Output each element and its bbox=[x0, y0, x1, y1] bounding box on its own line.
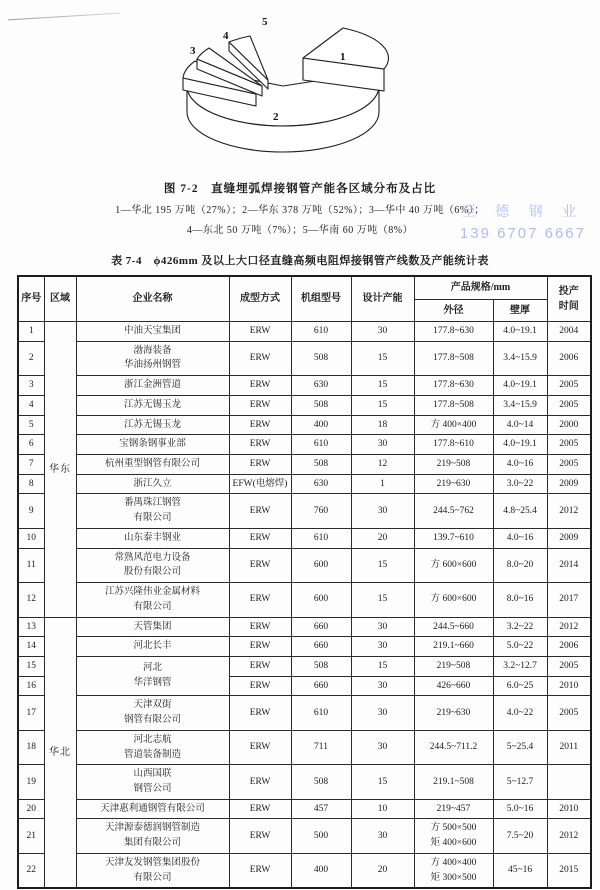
table-row bbox=[18, 455, 591, 475]
cell-company: 山东泰丰钢业 bbox=[76, 528, 229, 548]
figure-area bbox=[0, 0, 600, 236]
cell-forming: ERW bbox=[229, 730, 291, 764]
cell-forming: ERW bbox=[229, 528, 291, 548]
pie-slice-label: 3 bbox=[190, 45, 196, 57]
table-row bbox=[18, 395, 591, 415]
cell-od: 219~630 bbox=[414, 474, 493, 494]
cell-serial: 1 bbox=[18, 322, 44, 342]
cell-forming: ERW bbox=[229, 415, 291, 435]
pie-chart bbox=[0, 12, 600, 178]
table-row bbox=[18, 415, 591, 435]
cell-year: 2005 bbox=[547, 455, 591, 475]
table-row bbox=[18, 376, 591, 396]
cell-od: 方 600×600 bbox=[414, 583, 493, 617]
cell-company: 天津双街 钢管有限公司 bbox=[76, 696, 229, 730]
cell-model: 600 bbox=[291, 548, 351, 582]
cell-serial: 2 bbox=[18, 341, 44, 375]
cell-forming: ERW bbox=[229, 799, 291, 819]
cell-year: 2005 bbox=[547, 395, 591, 415]
cell-wall: 4.0~19.1 bbox=[493, 322, 547, 342]
table-row bbox=[18, 819, 591, 853]
watermark-phone: 139 6707 6667 bbox=[459, 225, 586, 243]
col-header-forming: 成型方式 bbox=[229, 276, 291, 322]
cell-year: 2009 bbox=[547, 528, 591, 548]
cell-serial: 20 bbox=[18, 799, 44, 819]
col-header-serial: 序号 bbox=[18, 276, 44, 322]
cell-od: 244.5~762 bbox=[414, 494, 493, 528]
cell-model: 508 bbox=[291, 765, 351, 799]
cell-serial: 6 bbox=[18, 435, 44, 455]
cell-capacity: 30 bbox=[351, 322, 414, 342]
cell-wall: 3.4~15.9 bbox=[493, 395, 547, 415]
cell-capacity: 15 bbox=[351, 548, 414, 582]
cell-forming: ERW bbox=[229, 583, 291, 617]
table-row bbox=[18, 696, 591, 730]
cell-year: 2012 bbox=[547, 617, 591, 637]
table-row bbox=[18, 494, 591, 528]
cell-od: 426~660 bbox=[414, 676, 493, 696]
cell-capacity: 30 bbox=[351, 617, 414, 637]
cell-year: 2015 bbox=[547, 853, 591, 888]
cell-company: 河北长丰 bbox=[76, 637, 229, 657]
cell-capacity: 15 bbox=[351, 656, 414, 676]
cell-wall: 8.0~16 bbox=[493, 583, 547, 617]
cell-company: 番禺珠江钢管 有限公司 bbox=[76, 494, 229, 528]
cell-serial: 18 bbox=[18, 730, 44, 764]
cell-capacity: 30 bbox=[351, 730, 414, 764]
cell-capacity: 15 bbox=[351, 395, 414, 415]
cell-year: 2011 bbox=[547, 730, 591, 764]
col-header-model: 机组型号 bbox=[291, 276, 351, 322]
cell-capacity: 20 bbox=[351, 528, 414, 548]
cell-year: 2005 bbox=[547, 376, 591, 396]
cell-region: 华北 bbox=[44, 617, 76, 888]
cell-year: 2006 bbox=[547, 341, 591, 375]
cell-year: 2017 bbox=[547, 583, 591, 617]
cell-forming: ERW bbox=[229, 494, 291, 528]
col-header-od: 外径 bbox=[414, 299, 493, 322]
cell-model: 660 bbox=[291, 676, 351, 696]
col-header-year-line1: 投产 bbox=[558, 285, 579, 297]
cell-wall: 5.0~16 bbox=[493, 799, 547, 819]
cell-company: 浙江金洲管道 bbox=[76, 376, 229, 396]
cell-serial: 8 bbox=[18, 474, 44, 494]
cell-company: 江苏兴隆伟业金属材料 有限公司 bbox=[76, 583, 229, 617]
cell-company: 河北 华洋钢管 bbox=[76, 656, 229, 695]
cell-capacity: 18 bbox=[351, 415, 414, 435]
table-row bbox=[18, 656, 591, 676]
pie-slice-label: 4 bbox=[223, 30, 229, 42]
cell-od: 177.8~508 bbox=[414, 341, 493, 375]
cell-od: 177.8~630 bbox=[414, 376, 493, 396]
cell-year: 2010 bbox=[547, 676, 591, 696]
cell-capacity: 15 bbox=[351, 376, 414, 396]
cell-od: 219.1~508 bbox=[414, 765, 493, 799]
cell-serial: 21 bbox=[18, 819, 44, 853]
cell-wall: 3.2~12.7 bbox=[493, 656, 547, 676]
cell-company: 江苏无锡玉龙 bbox=[76, 395, 229, 415]
cell-company: 河北志航 管道装备制造 bbox=[76, 730, 229, 764]
cell-forming: ERW bbox=[229, 676, 291, 696]
table-header bbox=[18, 276, 591, 322]
cell-forming: ERW bbox=[229, 637, 291, 657]
col-header-spec: 产品规格/mm bbox=[414, 276, 547, 299]
cell-od: 244.5~711.2 bbox=[414, 730, 493, 764]
cell-serial: 3 bbox=[18, 376, 44, 396]
cell-serial: 17 bbox=[18, 696, 44, 730]
cell-company: 中油天宝集团 bbox=[76, 322, 229, 342]
cell-wall: 3.4~15.9 bbox=[493, 341, 547, 375]
cell-model: 660 bbox=[291, 637, 351, 657]
cell-company: 浙江久立 bbox=[76, 474, 229, 494]
cell-year: 2005 bbox=[547, 656, 591, 676]
table-row bbox=[18, 765, 591, 799]
cell-model: 508 bbox=[291, 656, 351, 676]
cell-wall: 8.0~20 bbox=[493, 548, 547, 582]
cell-wall: 4.0~19.1 bbox=[493, 435, 547, 455]
cell-company: 天津友发钢管集团股份 有限公司 bbox=[76, 853, 229, 888]
cell-serial: 11 bbox=[18, 548, 44, 582]
cell-model: 760 bbox=[291, 494, 351, 528]
cell-model: 508 bbox=[291, 395, 351, 415]
cell-capacity: 12 bbox=[351, 455, 414, 475]
cell-serial: 15 bbox=[18, 656, 44, 676]
cell-od: 方 600×600 bbox=[414, 548, 493, 582]
cell-serial: 19 bbox=[18, 765, 44, 799]
cell-od: 219~508 bbox=[414, 656, 493, 676]
cell-serial: 13 bbox=[18, 617, 44, 637]
cell-region: 华东 bbox=[44, 322, 76, 618]
cell-year: 2009 bbox=[547, 474, 591, 494]
cell-forming: ERW bbox=[229, 853, 291, 888]
cell-year: 2005 bbox=[547, 435, 591, 455]
table-row bbox=[18, 730, 591, 764]
cell-year: 2012 bbox=[547, 494, 591, 528]
cell-forming: ERW bbox=[229, 617, 291, 637]
cell-serial: 16 bbox=[18, 676, 44, 696]
cell-forming: ERW bbox=[229, 435, 291, 455]
cell-serial: 14 bbox=[18, 637, 44, 657]
cell-wall: 4.0~14 bbox=[493, 415, 547, 435]
cell-capacity: 30 bbox=[351, 494, 414, 528]
cell-company: 天津源泰德润钢管制造 集团有限公司 bbox=[76, 819, 229, 853]
cell-serial: 7 bbox=[18, 455, 44, 475]
table-row bbox=[18, 637, 591, 657]
cell-company: 天津惠利通钢管有限公司 bbox=[76, 799, 229, 819]
cell-year: 2006 bbox=[547, 637, 591, 657]
cell-wall: 7.5~20 bbox=[493, 819, 547, 853]
cell-year: 2005 bbox=[547, 696, 591, 730]
cell-company: 杭州重型钢管有限公司 bbox=[76, 455, 229, 475]
cell-od: 方 400×400 bbox=[414, 415, 493, 435]
cell-forming: ERW bbox=[229, 395, 291, 415]
cell-od: 方 400×400 矩 300×500 bbox=[414, 853, 493, 888]
cell-od: 244.5~660 bbox=[414, 617, 493, 637]
cell-year bbox=[547, 765, 591, 799]
cell-serial: 22 bbox=[18, 853, 44, 888]
cell-od: 177.8~508 bbox=[414, 395, 493, 415]
cell-company: 常熟风范电力设备 股份有限公司 bbox=[76, 548, 229, 582]
cell-wall: 4.8~25.4 bbox=[493, 494, 547, 528]
cell-wall: 3.0~22 bbox=[493, 474, 547, 494]
capacity-table bbox=[17, 275, 592, 889]
table-row bbox=[18, 474, 591, 494]
cell-year: 2014 bbox=[547, 548, 591, 582]
table-row bbox=[18, 548, 591, 582]
cell-od: 219~630 bbox=[414, 696, 493, 730]
cell-wall: 4.0~16 bbox=[493, 455, 547, 475]
table-row bbox=[18, 853, 591, 888]
cell-forming: ERW bbox=[229, 548, 291, 582]
table-body bbox=[18, 322, 591, 889]
cell-od: 219.1~660 bbox=[414, 637, 493, 657]
cell-forming: EFW(电熔焊) bbox=[229, 474, 291, 494]
cell-model: 400 bbox=[291, 853, 351, 888]
cell-model: 508 bbox=[291, 455, 351, 475]
cell-od: 219~457 bbox=[414, 799, 493, 819]
cell-forming: ERW bbox=[229, 341, 291, 375]
figure-legend-line2: 4—东北 50 万吨（7%）；5—华南 60 万吨（8%） bbox=[186, 225, 414, 236]
table-title: 表 7-4 ϕ426mm 及以上大口径直缝高频电阻焊接钢管产线数及产能统计表 bbox=[111, 255, 489, 267]
cell-year: 2004 bbox=[547, 322, 591, 342]
cell-capacity: 30 bbox=[351, 435, 414, 455]
cell-serial: 10 bbox=[18, 528, 44, 548]
table-row bbox=[18, 583, 591, 617]
cell-forming: ERW bbox=[229, 765, 291, 799]
col-header-year-line2: 时间 bbox=[558, 301, 579, 312]
cell-model: 630 bbox=[291, 376, 351, 396]
watermark-company: 至 德 钢 业 bbox=[461, 205, 585, 220]
cell-model: 400 bbox=[291, 415, 351, 435]
pie-slice-label: 5 bbox=[262, 16, 268, 28]
table-row bbox=[18, 799, 591, 819]
cell-wall: 45~16 bbox=[493, 853, 547, 888]
cell-serial: 5 bbox=[18, 415, 44, 435]
cell-capacity: 15 bbox=[351, 583, 414, 617]
cell-forming: ERW bbox=[229, 376, 291, 396]
cell-od: 177.8~630 bbox=[414, 322, 493, 342]
cell-forming: ERW bbox=[229, 819, 291, 853]
cell-wall: 3.2~22 bbox=[493, 617, 547, 637]
cell-year: 2010 bbox=[547, 799, 591, 819]
pie-slice-label: 1 bbox=[340, 51, 346, 63]
table-row bbox=[18, 435, 591, 455]
cell-company: 宝钢条钢事业部 bbox=[76, 435, 229, 455]
cell-year: 2012 bbox=[547, 819, 591, 853]
cell-wall: 4.0~22 bbox=[493, 696, 547, 730]
cell-model: 610 bbox=[291, 322, 351, 342]
col-header-year bbox=[547, 276, 591, 322]
cell-company: 江苏无锡玉龙 bbox=[76, 415, 229, 435]
figure-legend-line1: 1—华北 195 万吨（27%）；2—华东 378 万吨（52%）；3—华中 40 万吨（6%）； bbox=[115, 205, 485, 216]
cell-forming: ERW bbox=[229, 322, 291, 342]
cell-od: 139.7~610 bbox=[414, 528, 493, 548]
cell-capacity: 10 bbox=[351, 799, 414, 819]
col-header-capacity: 设计产能 bbox=[351, 276, 414, 322]
cell-serial: 4 bbox=[18, 395, 44, 415]
cell-wall: 4.0~16 bbox=[493, 528, 547, 548]
cell-capacity: 1 bbox=[351, 474, 414, 494]
cell-capacity: 30 bbox=[351, 637, 414, 657]
figure-caption: 图 7-2 直缝埋弧焊接钢管产能各区域分布及占比 bbox=[163, 183, 437, 195]
cell-capacity: 30 bbox=[351, 696, 414, 730]
cell-model: 610 bbox=[291, 435, 351, 455]
cell-company: 山西国联 钢管公司 bbox=[76, 765, 229, 799]
cell-od: 219~508 bbox=[414, 455, 493, 475]
cell-year: 2000 bbox=[547, 415, 591, 435]
cell-wall: 6.0~25 bbox=[493, 676, 547, 696]
watermark bbox=[460, 203, 586, 245]
cell-model: 610 bbox=[291, 696, 351, 730]
cell-capacity: 30 bbox=[351, 676, 414, 696]
table-row bbox=[18, 322, 591, 342]
cell-wall: 5.0~22 bbox=[493, 637, 547, 657]
cell-model: 457 bbox=[291, 799, 351, 819]
cell-od: 177.8~610 bbox=[414, 435, 493, 455]
cell-model: 508 bbox=[291, 341, 351, 375]
cell-model: 630 bbox=[291, 474, 351, 494]
cell-model: 660 bbox=[291, 617, 351, 637]
cell-od: 方 500×500 矩 400×600 bbox=[414, 819, 493, 853]
table-row bbox=[18, 528, 591, 548]
cell-model: 610 bbox=[291, 528, 351, 548]
cell-model: 711 bbox=[291, 730, 351, 764]
pie-slice-label: 2 bbox=[273, 111, 279, 123]
cell-capacity: 30 bbox=[351, 819, 414, 853]
table-row bbox=[18, 341, 591, 375]
cell-wall: 4.0~19.1 bbox=[493, 376, 547, 396]
table-row bbox=[18, 617, 591, 637]
cell-wall: 5~12.7 bbox=[493, 765, 547, 799]
cell-company: 天管集团 bbox=[76, 617, 229, 637]
cell-company: 渤海装备 华油扬州钢管 bbox=[76, 341, 229, 375]
cell-capacity: 20 bbox=[351, 853, 414, 888]
cell-capacity: 15 bbox=[351, 765, 414, 799]
col-header-region: 区域 bbox=[44, 276, 76, 322]
col-header-wall: 壁厚 bbox=[493, 299, 547, 322]
cell-serial: 12 bbox=[18, 583, 44, 617]
cell-wall: 5~25.4 bbox=[493, 730, 547, 764]
cell-serial: 9 bbox=[18, 494, 44, 528]
cell-forming: ERW bbox=[229, 696, 291, 730]
col-header-company: 企业名称 bbox=[76, 276, 229, 322]
cell-forming: ERW bbox=[229, 656, 291, 676]
cell-model: 600 bbox=[291, 583, 351, 617]
cell-capacity: 15 bbox=[351, 341, 414, 375]
cell-model: 500 bbox=[291, 819, 351, 853]
cell-forming: ERW bbox=[229, 455, 291, 475]
